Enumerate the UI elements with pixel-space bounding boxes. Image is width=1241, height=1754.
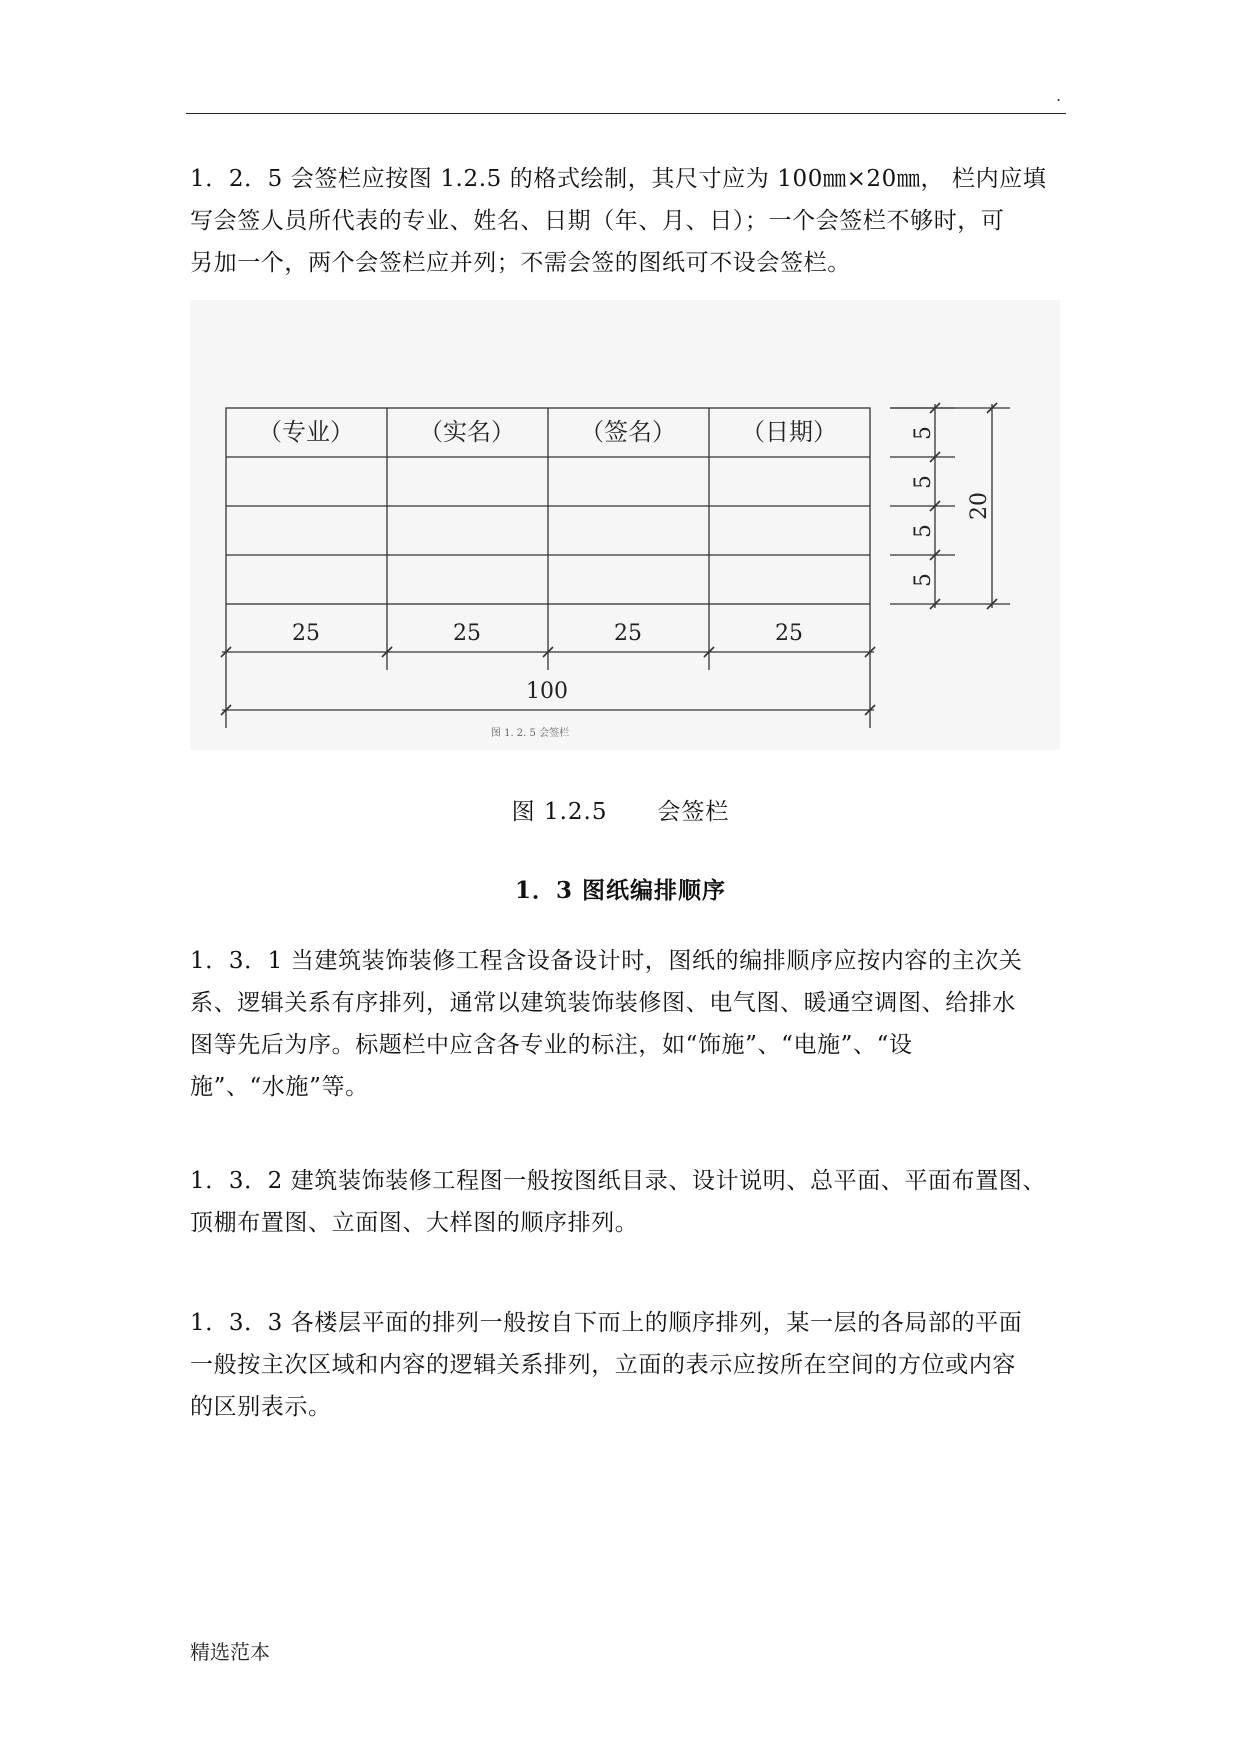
figure-caption-label: 图 1.2.5 [511,799,608,825]
dim-row-3: 5 [911,524,936,538]
paragraph-1-3-2 [190,1160,1070,1244]
text-line: 1．3．1 当建筑装饰装修工程含设备设计时，图纸的编排顺序应按内容的主次关 [190,948,1023,974]
text-line: 顶棚布置图、立面图、大样图的顺序排列。 [190,1210,639,1236]
dim-total-height: 20 [967,492,992,520]
header-signature: （签名） [580,418,676,446]
signoff-block-figure [190,300,1060,750]
header-mark: . [1056,86,1062,105]
text-line: 1．3．2 建筑装饰装修工程图一般按图纸目录、设计说明、总平面、平面布置图、 [190,1168,1047,1194]
dim-col-1: 25 [292,621,320,646]
paragraph-1-3-1 [190,940,1070,1108]
figure-caption-title: 会签栏 [657,799,730,825]
text-line: 系、逻辑关系有序排列，通常以建筑装饰装修图、电气图、暖通空调图、给排水 [190,990,1016,1016]
signoff-block-drawing [190,300,1060,750]
header-date: （日期） [741,418,837,446]
text-line: 另加一个，两个会签栏应并列；不需会签的图纸可不设会签栏。 [190,250,851,276]
paragraph-1-2-5 [190,158,1070,284]
text-line: 一般按主次区域和内容的逻辑关系排列，立面的表示应按所在空间的方位或内容 [190,1352,1016,1378]
text-line: 1．2．5 会签栏应按图 1.2.5 的格式绘制，其尺寸应为 100㎜×20㎜， 栏内应填 [190,166,1047,192]
dim-row-2: 5 [911,475,936,489]
dim-col-2: 25 [453,621,481,646]
figure-inner-caption: 图 1. 2. 5 会签栏 [490,728,570,739]
header-rule [186,113,1066,114]
text-line: 图等先后为序。标题栏中应含各专业的标注，如“饰施”、“电施”、“设 [190,1032,913,1058]
text-line: 施”、“水施”等。 [190,1074,369,1100]
header-real-name: （实名） [419,418,515,446]
figure-caption [0,793,1241,826]
dim-row-1: 5 [911,426,936,440]
section-title: 1．3 图纸编排顺序 [514,877,726,904]
dim-col-4: 25 [775,621,803,646]
dim-total-width: 100 [526,679,568,704]
dim-col-3: 25 [614,621,642,646]
footer-note: 精选范本 [190,1640,270,1664]
dim-row-4: 5 [911,573,936,587]
text-line: 的区别表示。 [190,1394,332,1420]
paragraph-1-3-3 [190,1302,1070,1428]
text-line: 1．3．3 各楼层平面的排列一般按自下而上的顺序排列，某一层的各局部的平面 [190,1310,1023,1336]
header-specialty: （专业） [258,418,354,446]
text-line: 写会签人员所代表的专业、姓名、日期（年、月、日）；一个会签栏不够时，可 [190,208,1005,234]
